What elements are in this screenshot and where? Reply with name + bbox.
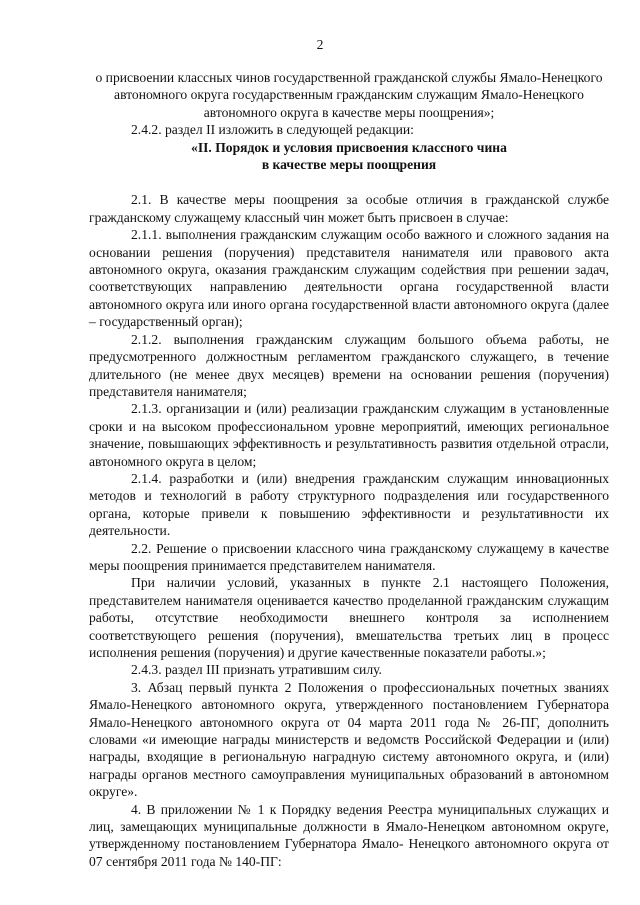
paragraph-2-4-2: 2.4.2. раздел II изложить в следующей редакции: (131, 122, 414, 138)
document-body (89, 69, 609, 870)
paragraph-2-2-conditions: При наличии условий, указанных в пункте 2.1 настоящего Положения, представителем нанимателя оценивается качество проделанной гражданским служащим работы, отсутствие необходимости внешнего контроля за исполнением соответствующего решения (поручения), вмешательства третьих лиц в процесс исполнения решения (поручения) и другие качественные показатели работы.»; (89, 575, 609, 660)
paragraph-2-1-4: 2.1.4. разработки и (или) внедрения гражданским служащим инновационных методов и технологий в работу структурного подразделения или государственного органа, которые привели к повышению эффективности и результативности их деятельности. (89, 470, 609, 539)
paragraph-2-4-3: 2.4.3. раздел III признать утратившим силу. (131, 662, 382, 678)
paragraph-2-1-2: 2.1.2. выполнения гражданским служащим большого объема работы, не предусмотренного должностным регламентом гражданского служащего, в течение длительного (не менее двух месяцев) времени на основании решения (поручения) представителя нанимателя; (89, 331, 609, 399)
paragraph-2-1-3: 2.1.3. организации и (или) реализации гражданским служащим в установленные сроки и на высоком профессиональном уровне мероприятий, имеющих региональное значение, повышающих эффективность и результативность развития отдельной отрасли, автономного округа в целом; (89, 401, 609, 469)
page-number: 2 (316, 37, 324, 52)
paragraph-2-2: 2.2. Решение о присвоении классного чина гражданскому служащему в качестве меры поощрения принимается представителем нанимателя. (89, 540, 609, 573)
paragraph-2-1: 2.1. В качестве меры поощрения за особые отличия в гражданской службе гражданскому служащему классный чин может быть присвоен в случае: (89, 192, 609, 225)
paragraph-2-1-1: 2.1.1. выполнения гражданским служащим особо важного и сложного задания на основании решения (поручения) представителя нанимателя или правового акта автономного округа, оказания гражданским служащим содействия при решении задач, соответствующих направлению деятельности органа государственной власти автономного округа или иного органа государственной власти автономного округа (далее – государственный орган); (89, 227, 609, 330)
paragraph-4: 4. В приложении № 1 к Порядку ведения Реестра муниципальных служащих и лиц, замещающих муниципальные должности в Ямало-Ненецком автономном округе, утвержденному постановлением Губернатора Ямало- Ненецкого автономного округа от 07 сентября 2011 года № 140-ПГ: (89, 801, 609, 869)
section-heading-line-2: в качестве меры поощрения (261, 157, 437, 173)
section-heading-line-1: «II. Порядок и условия присвоения классного чина (191, 139, 507, 155)
paragraph-3: 3. Абзац первый пункта 2 Положения о профессиональных почетных званиях Ямало-Ненецкого автономного округа, утвержденного постановлением Губернатора Ямало-Ненецкого автономного округа от 04 марта 2011 года № 26-ПГ, дополнить словами «и имеющие награды министерств и ведомств Российской Федерации и (или) награды, входящие в региональную наградную систему автономного округа, и (или) награды органов местного самоуправления муниципальных образований в автономном округе». (89, 679, 609, 800)
quoted-title-continuation: о присвоении классных чинов государственной гражданской службы Ямало-Ненецкого автономного округа государственным гражданским служащим Ямало-Ненецкого автономного округа в качестве меры поощрения»; (95, 70, 603, 120)
